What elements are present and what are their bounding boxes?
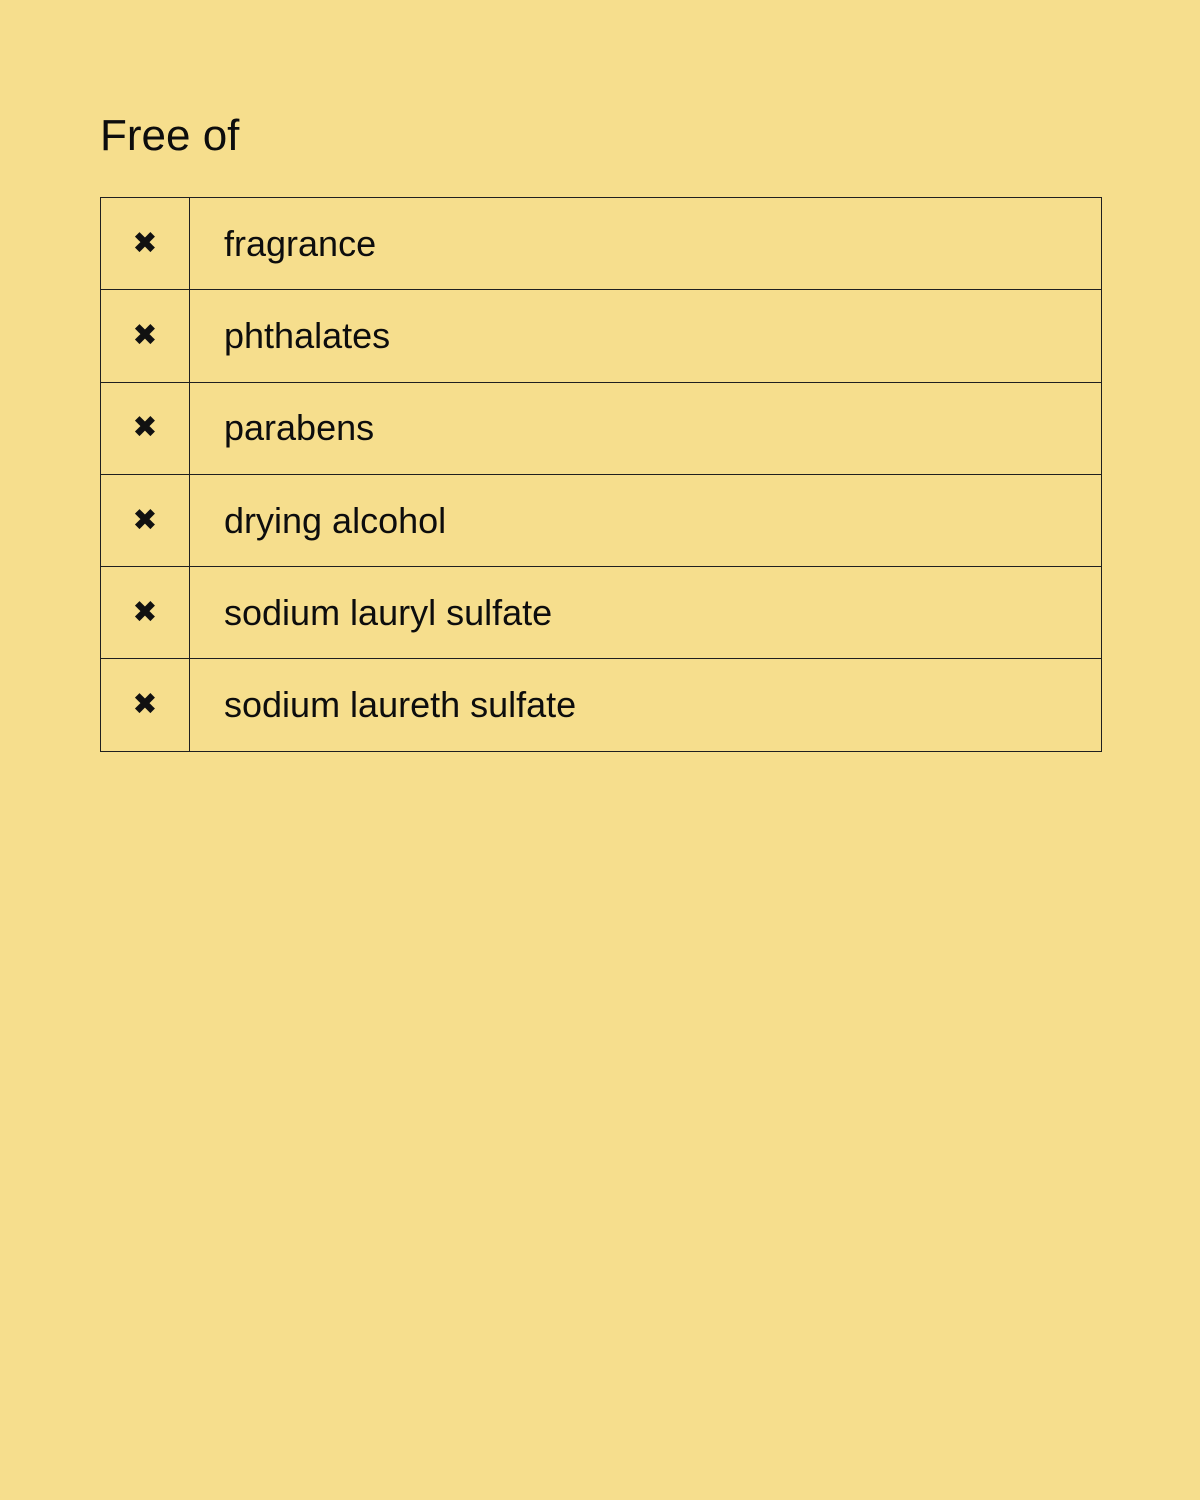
table-row — [101, 475, 1101, 567]
icon-cell — [101, 567, 190, 658]
cross-mark-icon: ✖ — [132, 410, 158, 446]
table-row — [101, 383, 1101, 475]
icon-cell — [101, 659, 190, 750]
cross-mark-icon: ✖ — [132, 225, 158, 261]
table-row — [101, 198, 1101, 290]
table-row — [101, 290, 1101, 382]
ingredient-label: sodium laureth sulfate — [224, 684, 577, 726]
icon-cell — [101, 198, 190, 289]
icon-cell — [101, 383, 190, 474]
cross-mark-icon: ✖ — [132, 502, 158, 538]
cross-mark-icon: ✖ — [132, 594, 158, 630]
table-row — [101, 659, 1101, 750]
table-row — [101, 567, 1101, 659]
icon-cell — [101, 290, 190, 381]
ingredient-label: phthalates — [224, 314, 391, 356]
ingredient-label: drying alcohol — [224, 499, 447, 541]
ingredient-label: fragrance — [224, 222, 377, 264]
ingredient-label: sodium lauryl sulfate — [224, 591, 553, 633]
free-of-table — [100, 197, 1102, 752]
page-title: Free of — [100, 111, 240, 160]
cross-mark-icon: ✖ — [132, 317, 158, 353]
icon-cell — [101, 475, 190, 566]
ingredient-label: parabens — [224, 407, 375, 449]
cross-mark-icon: ✖ — [132, 687, 158, 723]
